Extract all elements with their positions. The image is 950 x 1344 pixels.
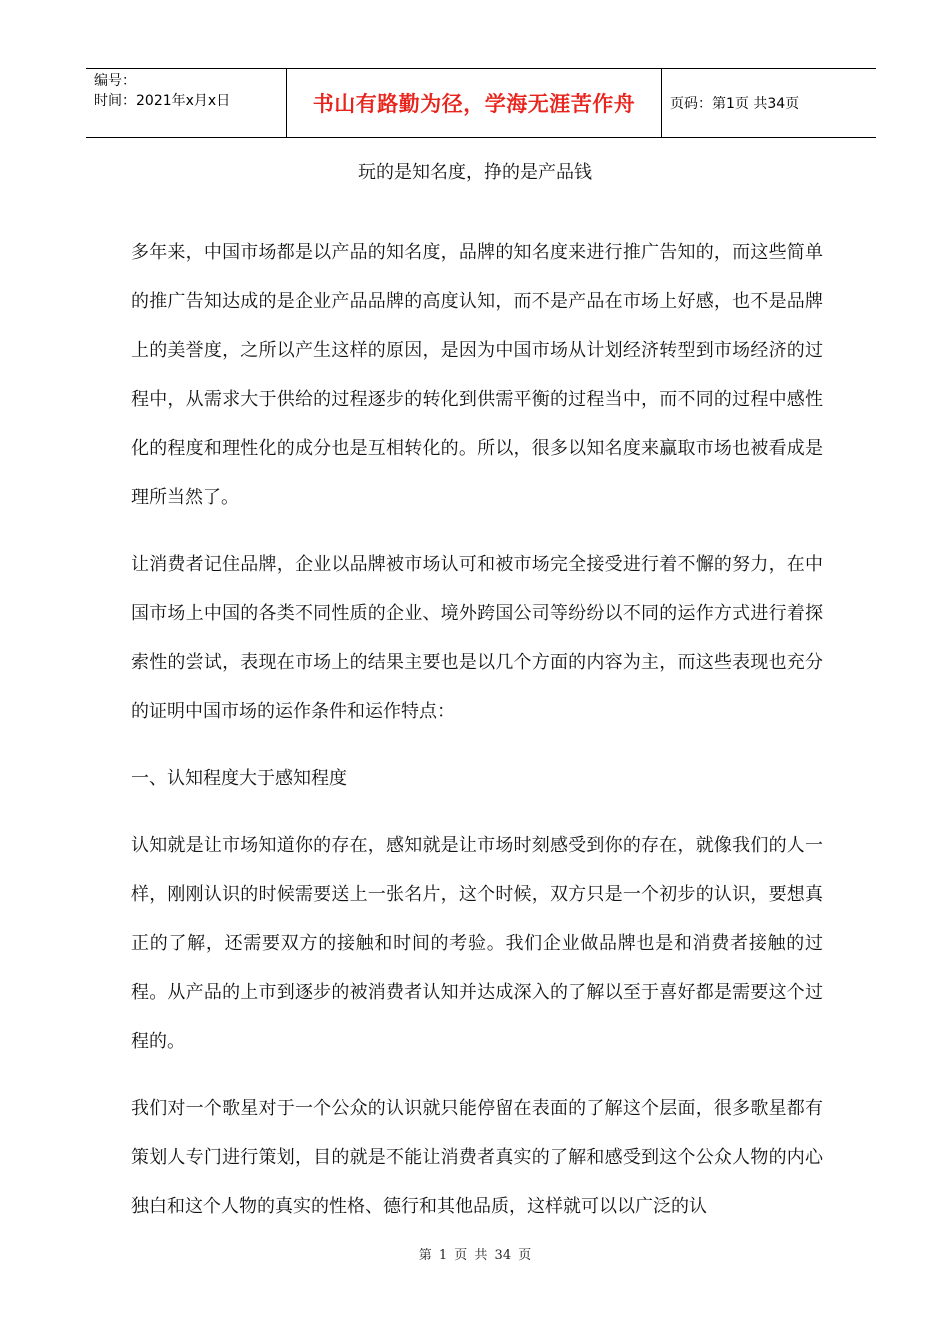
document-body xyxy=(131,228,823,1249)
header-motto: 书山有路勤为径，学海无涯苦作舟 xyxy=(286,69,662,137)
page-header xyxy=(86,68,876,138)
body-paragraph: 多年来，中国市场都是以产品的知名度，品牌的知名度来进行推广告知的，而这些简单的推广告知达成的是企业产品品牌的高度认知，而不是产品在市场上好感，也不是品牌上的美誉度，之所以产生这样的原因，是因为中国市场从计划经济转型到市场经济的过程中，从需求大于供给的过程逐步的转化到供需平衡的过程当中，而不同的过程中感性化的程度和理性化的成分也是互相转化的。所以，很多以知名度来赢取市场也被看成是理所当然了。 xyxy=(131,242,823,508)
section-heading: 一、认知程度大于感知程度 xyxy=(131,768,347,789)
page-footer: 第 1 页 共 34 页 xyxy=(418,1248,532,1263)
document-title: 玩的是知名度，挣的是产品钱 xyxy=(358,162,592,183)
body-paragraph: 让消费者记住品牌，企业以品牌被市场认可和被市场完全接受进行着不懈的努力，在中国市场上中国的各类不同性质的企业、境外跨国公司等纷纷以不同的运作方式进行着探索性的尝试，表现在市场上的结果主要也是以几个方面的内容为主，而这些表现也充分的证明中国市场的运作条件和运作特点： xyxy=(131,554,823,722)
document-number-label: 编号： xyxy=(94,73,136,89)
body-paragraph: 我们对一个歌星对于一个公众的认识就只能停留在表面的了解这个层面，很多歌星都有策划人专门进行策划，目的就是不能让消费者真实的了解和感受到这个公众人物的内心独白和这个人物的真实的性格、德行和其他品质，这样就可以以广泛的认 xyxy=(131,1098,823,1217)
document-time-label: 时间：2021年x月x日 xyxy=(94,93,231,109)
body-paragraph: 认知就是让市场知道你的存在，感知就是让市场时刻感受到你的存在，就像我们的人一样，刚刚认识的时候需要送上一张名片，这个时候，双方只是一个初步的认识，要想真正的了解，还需要双方的接触和时间的考验。我们企业做品牌也是和消费者接触的过程。从产品的上市到逐步的被消费者认知并达成深入的了解以至于喜好都是需要这个过程的。 xyxy=(131,835,823,1052)
header-page-info: 页码：第1页 共34页 xyxy=(670,96,800,112)
header-meta xyxy=(86,69,286,137)
